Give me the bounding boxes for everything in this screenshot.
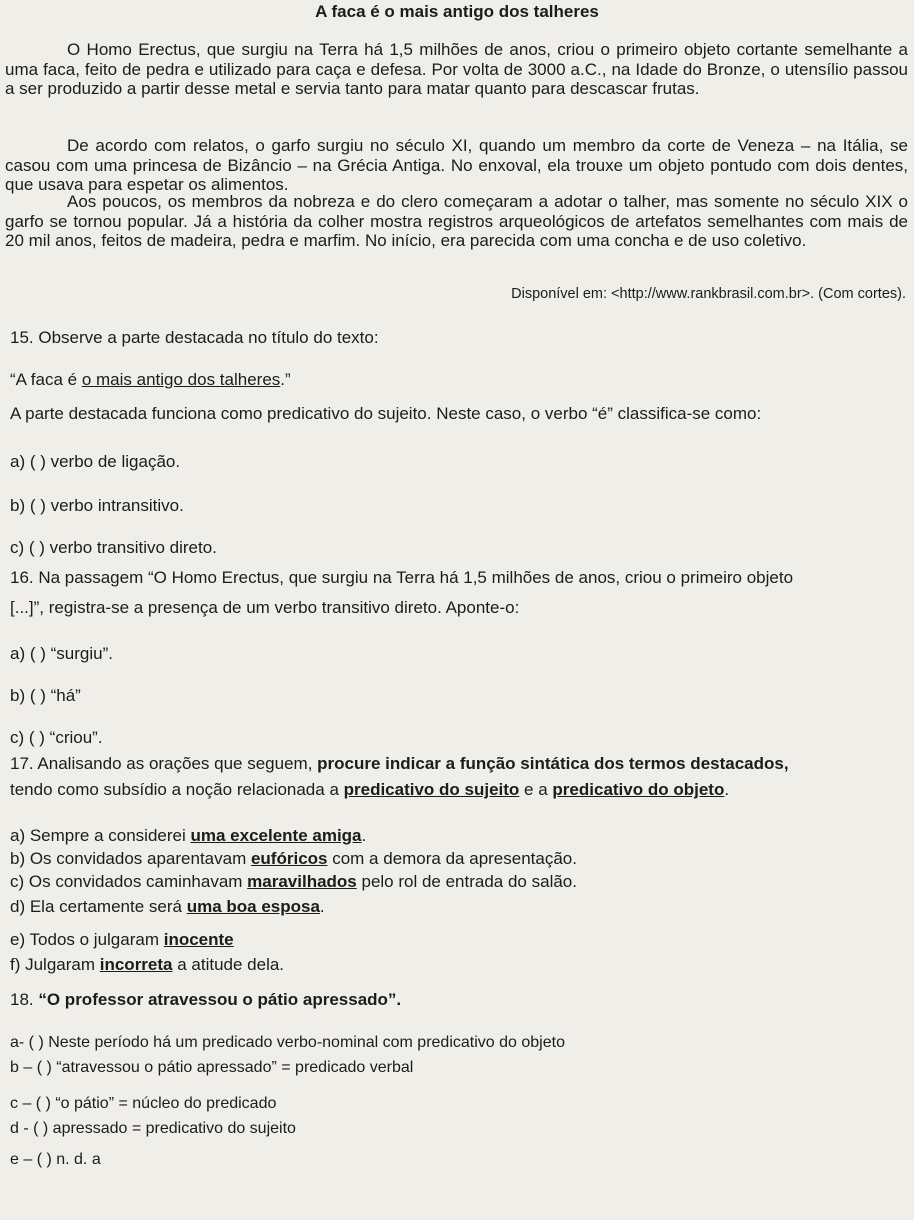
q18-option-e[interactable]: e – ( ) n. d. a: [10, 1151, 101, 1168]
q16-statement-line1: 16. Na passagem “O Homo Erectus, que surgiu na Terra há 1,5 milhões de anos, criou o primeiro objeto: [10, 568, 794, 587]
q17-statement-line2: [10, 780, 729, 800]
q17-item-text: a atitude dela.: [172, 955, 285, 974]
q17-term-predicativo-objeto: predicativo do objeto: [552, 780, 725, 799]
q17-item-e: [10, 930, 234, 950]
q17-item-text: com a demora da apresentação.: [327, 849, 577, 868]
text-title: A faca é o mais antigo dos talheres: [315, 2, 599, 21]
q15-quote-open: “A faca é: [10, 370, 82, 389]
q17-item-text: f) Julgaram: [10, 955, 100, 974]
q17-item-highlight: maravilhados: [247, 872, 357, 891]
q17-item-a: [10, 826, 366, 846]
q17-item-highlight: eufóricos: [250, 849, 328, 868]
q17-line2-mid: e a: [519, 780, 553, 799]
q17-item-text: e) Todos o julgaram: [10, 930, 164, 949]
q17-term-predicativo-sujeito: predicativo do sujeito: [343, 780, 520, 799]
q18-quote: “O professor atravessou o pátio apressado”.: [38, 990, 402, 1009]
q16-option-c[interactable]: c) ( ) “criou”.: [10, 728, 103, 747]
q15-statement: 15. Observe a parte destacada no título do texto:: [10, 328, 379, 347]
q17-item-d: [10, 897, 325, 917]
q17-item-text: a) Sempre a considerei: [10, 826, 191, 845]
q15-quote-close: .”: [280, 370, 291, 389]
q17-line2-start: tendo como subsídio a noção relacionada a: [10, 780, 344, 799]
q17-item-text: d) Ela certamente será: [10, 897, 187, 916]
q15-option-c[interactable]: c) ( ) verbo transitivo direto.: [10, 538, 217, 557]
q18-option-a[interactable]: a- ( ) Neste período há um predicado verbo-nominal com predicativo do objeto: [10, 1034, 565, 1051]
q16-statement-line2: [...]”, registra-se a presença de um verbo transitivo direto. Aponte-o:: [10, 598, 520, 617]
q15-instruction: A parte destacada funciona como predicativo do sujeito. Neste caso, o verbo “é” classifica-se como:: [10, 404, 762, 423]
q15-quote-highlight: o mais antigo dos talheres: [81, 370, 281, 389]
q18-option-b[interactable]: b – ( ) “atravessou o pátio apressado” = predicado verbal: [10, 1059, 414, 1076]
q17-statement-line1: [10, 754, 789, 774]
q17-item-text: pelo rol de entrada do salão.: [356, 872, 577, 891]
q17-item-highlight: uma boa esposa: [186, 897, 320, 916]
q17-item-highlight: uma excelente amiga: [190, 826, 362, 845]
q17-item-b: [10, 849, 577, 869]
q18-statement: [10, 990, 401, 1010]
q17-intro: 17. Analisando as orações que seguem,: [10, 754, 318, 773]
q18-number: 18.: [10, 990, 39, 1009]
q16-option-a[interactable]: a) ( ) “surgiu”.: [10, 644, 113, 663]
q17-instruction-bold: procure indicar a função sintática dos termos destacados,: [317, 754, 789, 773]
paragraph-2: De acordo com relatos, o garfo surgiu no século XI, quando um membro da corte de Veneza – na Itália, se casou com uma princesa de Bizâncio – na Grécia Antiga. No enxoval, ela trouxe um objeto pontudo com dois dentes, que usava para espetar os alimentos.: [5, 136, 908, 194]
source-citation: Disponível em: <http://www.rankbrasil.com.br>. (Com cortes).: [511, 286, 906, 302]
q17-item-f: [10, 955, 284, 975]
q17-item-c: [10, 872, 577, 892]
q17-item-highlight: incorreta: [99, 955, 173, 974]
q17-item-text: b) Os convidados aparentavam: [10, 849, 251, 868]
q17-item-text: c) Os convidados caminhavam: [10, 872, 248, 891]
q18-option-c[interactable]: c – ( ) “o pátio” = núcleo do predicado: [10, 1095, 277, 1112]
q15-quote: [10, 370, 291, 390]
q18-option-d[interactable]: d - ( ) apressado = predicativo do sujeito: [10, 1120, 296, 1137]
q15-option-b[interactable]: b) ( ) verbo intransitivo.: [10, 496, 184, 515]
q17-item-text: .: [361, 826, 367, 845]
q16-option-b[interactable]: b) ( ) “há”: [10, 686, 81, 705]
q17-line2-end: .: [724, 780, 730, 799]
q17-item-highlight: inocente: [163, 930, 234, 949]
paragraph-1: O Homo Erectus, que surgiu na Terra há 1,5 milhões de anos, criou o primeiro objeto cortante semelhante a uma faca, feito de pedra e utilizado para caça e defesa. Por volta de 3000 a.C., na Idade do Bronze, o utensílio passou a ser produzido a partir desse metal e servia tanto para matar quanto para descascar frutas.: [5, 40, 908, 98]
paragraph-3: Aos poucos, os membros da nobreza e do clero começaram a adotar o talher, mas somente no século XIX o garfo se tornou popular. Já a história da colher mostra registros arqueológicos de artefatos semelhantes com mais de 20 mil anos, feitos de madeira, pedra e marfim. No início, era parecida com uma concha e de uso coletivo.: [5, 192, 908, 250]
q17-item-text: .: [319, 897, 325, 916]
q15-option-a[interactable]: a) ( ) verbo de ligação.: [10, 452, 181, 471]
